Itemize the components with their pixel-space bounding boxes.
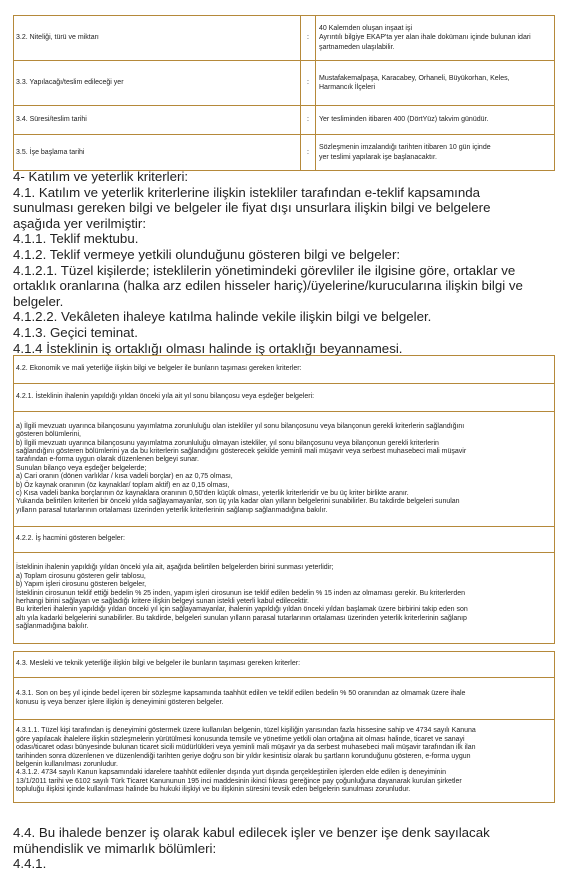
cell-line: 4.2.2. İş hacmini gösteren belgeler: [16,535,125,543]
box-cell [14,553,554,643]
row-colon: : [307,148,309,156]
text-line: 4.4.1. [13,856,47,872]
text-line: 4.4. Bu ihalede benzer iş olarak kabul edilecek işler ve benzer işe denk sayılacak [13,825,490,840]
cell-line: 4.2.1. İsteklinin ihalenin yapıldığı yıldan önceki yıla ait yıl sonu bilançosu veya eşdeğer belgeleri: [16,393,315,401]
table-row [14,106,554,135]
row-value [315,106,554,134]
cell-line: 4.3.1.2. 4734 sayılı Kanun kapsamındaki idarelere taahhüt edilenler dışında yurt dışında gerçekleştirilen işlerden elde edilen iş deneyiminin [16,769,446,777]
similar-work-section [13,825,558,872]
cell-line: altı yıla kadarki belgelerini sunabilirler. Bu takdirde, belgeleri sunulan yılların parasal tutarlarının ortalaması üzerinden yeterlik kriterlerinin sağlanıp [16,614,467,622]
box-cell [14,412,554,527]
box-cell [14,678,554,720]
cell-line: 4.3. Mesleki ve teknik yeterliğe ilişkin bilgi ve belgeler ile bunların taşıması gereken kriterler: [16,660,301,668]
table-row [14,135,554,170]
text-line: mühendislik ve mimarlık bölümleri: [13,840,217,856]
text-line: 4- Katılım ve yeterlik kriterleri: [13,169,189,184]
cell-line: herhangi birini sağlayan ve sağladığı kritere ilişkin belgeyi sunan istekli yeterli kabul edilecektir. [16,598,309,605]
text-line: 4.1.1. Teklif mektubu. [13,231,139,247]
cell-line: 4.3.1.1. Tüzel kişi tarafından iş deneyimini göstermek üzere kullanılan belgenin, tüzel kişiliğin yarısından fazla hissesine sahip ve 4734 sayılı Kanuna [16,727,476,735]
cell-line: odası/ticaret odası bünyesinde bulunan ticaret sicili müdürlükleri veya yeminli mali müşavir ya da serbest muhasebeci mali müşavir tarafından ilk ilan [16,744,476,752]
cell-line: yılların parasal tutarlarının ortalaması üzerinden yeterlik kriterlerinin sağlanıp sağlanmadığına bakılır. [16,506,328,514]
cell-line: göre yapılacak ihalelere ilişkin sözleşmelerin yürütülmesi konusunda temsile ve yönetime yetkili olan ortağına ait olması halinde, ticaret ve sanayi [16,735,465,743]
cell-line: 13/1/2011 tarihi ve 6102 sayılı Türk Ticaret Kanununun 195 inci maddesinin ikinci fıkrası gereğince pay çoğunluğuna dayanarak kurulan şirketler [16,777,462,785]
row-value [315,135,554,170]
cell-line: 4.2. Ekonomik ve mali yeterliğe ilişkin bilgi ve belgeler ile bunların taşıması gereken kriterler: [16,365,302,373]
cell-line: sağlanmadığına bakılır. [16,623,89,631]
value-line: Ayrıntılı bilgiye EKAP'ta yer alan ihale dokümanı içinde bulunan idari [319,34,531,42]
row-label: 3.2. Niteliği, türü ve miktarı [14,16,301,60]
cell-line: b) Öz kaynak oranının (öz kaynaklar/ toplam aktif) en az 0,15 olması, [16,481,230,489]
technical-qualification-box [13,651,555,803]
cell-line: c) Kısa vadeli banka borçlarının öz kaynaklara oranının 0,50'den küçük olması, yeterlik kriterleridir ve bu üç kriter birlikte aranır. [16,490,409,498]
cell-line: Yukarıda belirtilen kriterleri bir önceki yılda sağlayamayanlar, son üç yıla kadar olan yılların belgelerini sunabilirler. Bu takdirde belgeleri sunulan [16,498,460,506]
cell-line: b) İlgili mevzuatı uyarınca bilançosunu yayımlatma zorunluluğu olmayan istekliler, yıl sonu bilançosunu veya bilançonun gerekli kriterlerin [16,439,439,447]
box-cell [14,384,554,412]
box-cell [14,720,554,802]
text-line: ortaklık oranlarına (halka arz edilen hisseler hariç)/üyelerine/kurucularına ilişkin bilgi ve [13,278,523,294]
value-line: Sözleşmenin imzalandığı tarihten itibaren 10 gün içinde [319,144,491,152]
text-line: 4.1.2.2. Vekâleten ihaleye katılma halinde vekile ilişkin bilgi ve belgeler. [13,309,432,325]
text-line: 4.1.4 İsteklinin iş ortaklığı olması halinde iş ortaklığı beyannamesi. [13,340,403,356]
cell-line: İsteklinin cirosunun teklif ettiği bedelin % 25 inden, yapım işleri cirosunun ise teklif edilen bedelin % 15 inden az olmaması gerekir. Bu kriterlerden [16,589,466,597]
cell-line: tarihinden sonra düzenlenen ve düzenlendiği tarihten geriye doğru son bir yıldır kesintisiz olarak bu şartların korunduğunu gösteren, e-forma uygun [16,752,471,760]
box-cell [14,356,554,384]
text-line: 4.1.3. Geçici teminat. [13,324,138,340]
row-colon: : [307,79,309,87]
participation-criteria-section [13,169,558,356]
box-cell [14,652,554,678]
row-label: 3.5. İşe başlama tarihi [14,135,301,170]
row-value [315,61,554,105]
cell-line: a) Toplam cirosunu gösteren gelir tablosu, [16,572,146,580]
cell-line: a) Cari oranın (dönen varlıklar / kısa vadeli borçlar) en az 0,75 olması, [16,473,233,481]
value-line: yer teslimi yapılarak işe başlanacaktır. [319,153,437,161]
cell-line: b) Yapım işleri cirosunu gösteren belgeler, [16,581,147,589]
cell-line: tarafından e-forma uygun olarak düzenlenen belgeyi sunar. [16,456,199,464]
box-cell [14,527,554,553]
row-value [315,16,554,60]
text-line: aşağıda yer verilmiştir: [13,215,147,231]
table-row [14,61,554,106]
text-line: 4.1. Katılım ve yeterlik kriterlerine ilişkin istekliler tarafından e-teklif kapsamında [13,184,481,200]
financial-qualification-box [13,355,555,644]
cell-line: belgenin kullanılması zorunludur. [16,761,118,768]
row-label: 3.4. Süresi/teslim tarihi [14,106,301,134]
cell-line: Bu kriterleri ihalenin yapıldığı yıldan önceki yıl için sağlayamayanlar, ihalenin yapıldığı yıldan önceki yıldan başlamak üzere birbirini takip eden son [16,606,468,614]
text-line: sunulması gereken bilgi ve belgeler ile fiyat dışı unsurlara ilişkin bilgi ve belgelere [13,200,491,216]
row-colon: : [307,116,309,124]
text-line: belgeler. [13,293,64,309]
cell-line: Sunulan bilanço veya eşdeğer belgelerde; [16,464,147,472]
cell-line: 4.3.1. Son on beş yıl içinde bedel içeren bir sözleşme kapsamında taahhüt edilen ve teklif edilen bedelin % 50 oranından az olmamak üzere ihale [16,690,466,698]
cell-line: gösteren bölümlerini, [16,431,81,439]
value-line: Mustafakemalpaşa, Karacabey, Orhaneli, Büyükorhan, Keles, [319,74,510,82]
text-line: 4.1.2. Teklif vermeye yetkili olunduğunu gösteren bilgi ve belgeler: [13,246,401,262]
cell-line: a) İlgili mevzuatı uyarınca bilançosunu yayımlatma zorunluluğu olan istekliler yıl sonu bilançosunu veya bilançonun gerekli kriterlerin sağlandığını [16,422,465,430]
cell-line: sağlandığını gösteren bölümlerini ya da bu kriterlerin sağlandığını gösterecek şekilde yeminli mali müşavir veya serbest muhasebeci mali müşavir [16,447,467,455]
tender-details-table [13,15,555,171]
value-line: Yer tesliminden itibaren 400 (DörtYüz) takvim günüdür. [319,116,489,124]
cell-line: konusu iş veya benzer işlere ilişkin iş deneyimini gösteren belgeler. [16,698,224,706]
value-line: Harmancık İlçeleri [319,84,376,91]
cell-line: İsteklinin ihalenin yapıldığı yıldan önceki yıla ait, aşağıda belirtilen belgelerden birini sunması yeterlidir; [16,564,334,572]
table-row [14,16,554,61]
value-line: 40 Kalemden oluşan inşaat işi [319,25,413,33]
value-line: şartnameden ulaşılabilir. [319,43,395,51]
row-label: 3.3. Yapılacağı/teslim edileceği yer [14,61,301,105]
cell-line: topluluğu ilişkisi içinde kullanılması halinde bu hukuki ilişkiyi ve bu ilişkinin süresini tevsik eden belgelerin sunulması zorunludur. [16,786,411,794]
row-colon: : [307,34,309,42]
text-line: 4.1.2.1. Tüzel kişilerde; isteklilerin yönetimindeki görevliler ile ilgisine göre, ortaklar ve [13,262,516,278]
